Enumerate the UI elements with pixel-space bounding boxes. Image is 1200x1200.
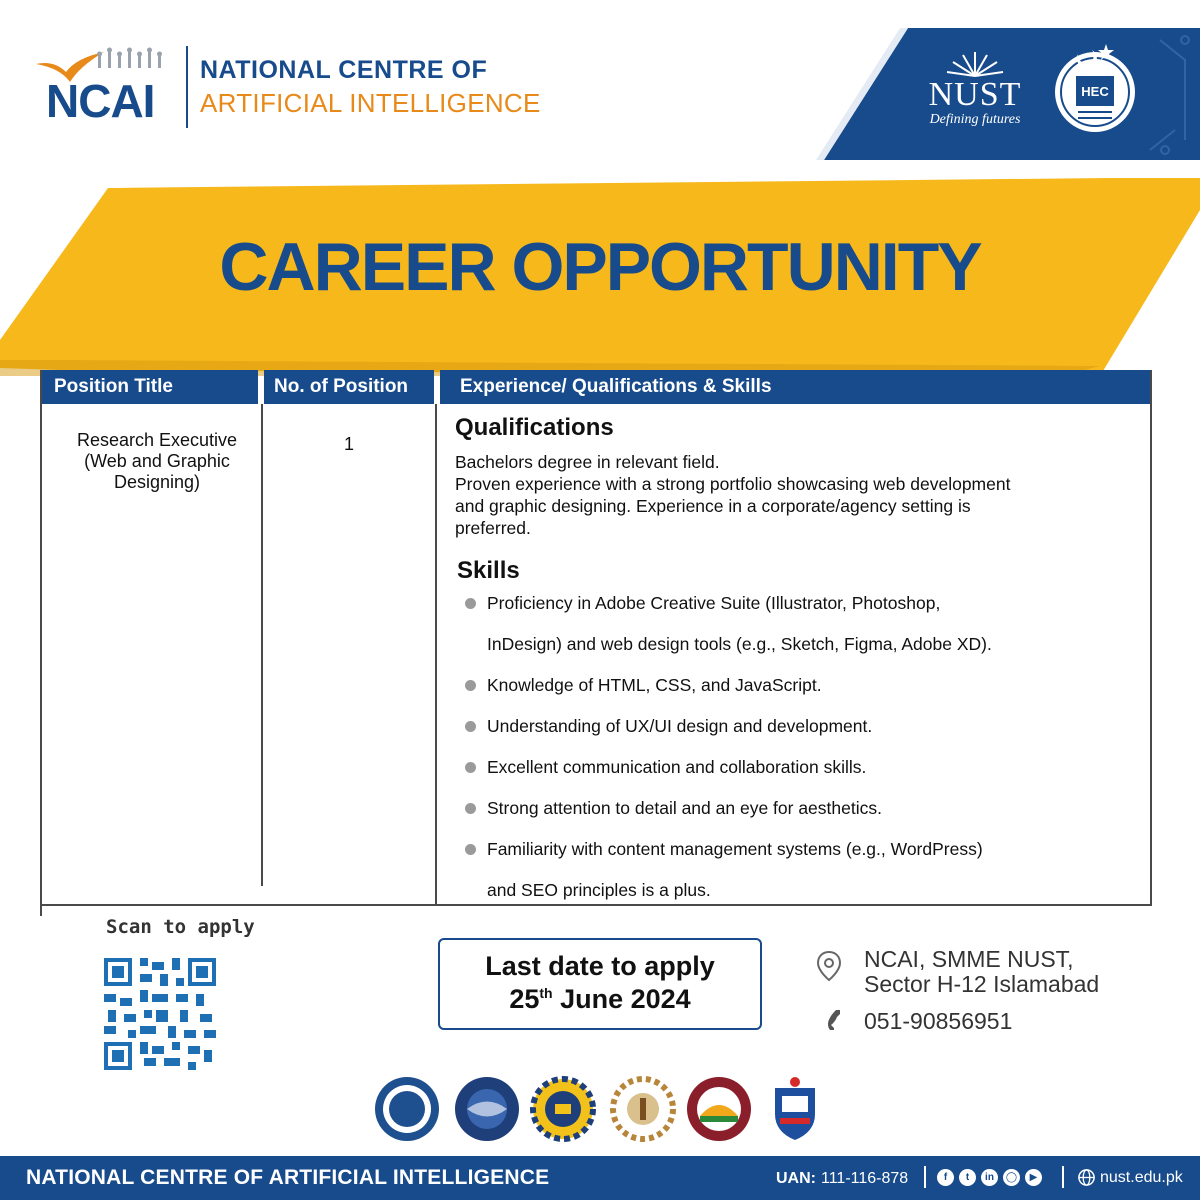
engineering-university-gear-logo-icon <box>528 1074 598 1144</box>
partner-university-seal-icon <box>372 1074 442 1144</box>
position-title-line: Designing) <box>113 472 201 492</box>
facebook-icon[interactable]: f <box>937 1169 954 1186</box>
skill-item <box>465 715 1145 739</box>
skill-item <box>465 797 1145 821</box>
instagram-icon[interactable]: ◯ <box>1003 1169 1020 1186</box>
skill-text: InDesign) and web design tools (e.g., Sketch, Figma, Adobe XD). <box>487 634 992 654</box>
footer-separator <box>1062 1166 1064 1188</box>
skill-text: and SEO principles is a plus. <box>487 880 711 900</box>
bullet-icon <box>465 680 476 691</box>
partner-engineering-university-logo-icon <box>684 1074 754 1144</box>
bullet-icon <box>465 598 476 609</box>
skill-item <box>465 756 1145 780</box>
skill-text: Knowledge of HTML, CSS, and JavaScript. <box>487 675 822 695</box>
org-name-line1: NATIONAL CENTRE OF <box>200 56 488 84</box>
bullet-icon <box>465 844 476 855</box>
deadline-month-year: June 2024 <box>560 984 691 1014</box>
qualifications-heading: Qualifications <box>455 414 614 441</box>
table-header-qualifications: Experience/ Qualifications & Skills <box>440 370 1150 404</box>
deadline-date <box>440 984 760 1015</box>
qualifications-line: Bachelors degree in relevant field. <box>455 452 720 472</box>
nust-wordmark: NUST <box>928 76 1022 113</box>
ncai-logo-text: NCAI <box>46 75 155 127</box>
skill-item <box>465 592 1145 616</box>
skill-text: Excellent communication and collaboration skills. <box>487 757 867 777</box>
footer-uan-number: 111-116-878 <box>821 1170 909 1187</box>
qualifications-text <box>455 451 1145 539</box>
position-title-cell <box>44 430 270 493</box>
deadline-day-suffix: th <box>539 985 553 1001</box>
skill-text: Strong attention to detail and an eye for aesthetics. <box>487 798 882 818</box>
bullet-icon <box>465 803 476 814</box>
page-title: CAREER OPPORTUNITY <box>219 229 981 305</box>
skill-item <box>465 674 1145 698</box>
table-border-bottom <box>40 904 1152 906</box>
nust-sunburst-icon <box>945 50 1005 78</box>
punjab-university-crest-icon <box>760 1074 830 1144</box>
hec-seal-icon <box>1048 40 1142 136</box>
linkedin-icon[interactable]: in <box>981 1169 998 1186</box>
scan-to-apply-label: Scan to apply <box>106 916 255 938</box>
youtube-icon[interactable]: ▶ <box>1025 1169 1042 1186</box>
skill-text: Familiarity with content management systems (e.g., WordPress) <box>487 839 983 859</box>
qr-code-icon[interactable] <box>104 958 216 1070</box>
bullet-icon <box>465 721 476 732</box>
table-header-position-title: Position Title <box>42 370 258 404</box>
deadline-day: 25 <box>509 984 540 1014</box>
org-name-line2: ARTIFICIAL INTELLIGENCE <box>200 88 541 118</box>
position-title-line: (Web and Graphic <box>84 451 230 471</box>
nust-tagline: Defining futures <box>929 112 1021 127</box>
phone-number: 051-90856951 <box>864 1008 1013 1034</box>
footer-website-link[interactable]: nust.edu.pk <box>1100 1169 1183 1186</box>
twitter-icon[interactable]: t <box>959 1169 976 1186</box>
hec-seal-text: HEC <box>1081 84 1109 99</box>
qualifications-line: preferred. <box>455 518 531 538</box>
qualifications-line: Proven experience with a strong portfolio showcasing web development <box>455 474 1011 494</box>
table-header-no-of-position: No. of Position <box>264 370 434 404</box>
footer-org-name: NATIONAL CENTRE OF ARTIFICIAL INTELLIGENCE <box>26 1166 550 1189</box>
table-border-left <box>40 370 42 916</box>
skill-text: Understanding of UX/UI design and development. <box>487 716 873 736</box>
position-title-line: Research Executive <box>76 430 238 450</box>
header-divider <box>186 46 188 128</box>
location-pin-icon <box>816 950 842 982</box>
table-border-right <box>1150 370 1152 906</box>
positions-count: 1 <box>343 434 354 454</box>
comsats-university-logo-icon <box>452 1074 522 1144</box>
footer-separator <box>924 1166 926 1188</box>
nust-logo <box>918 48 1032 128</box>
deadline-box <box>438 938 762 1030</box>
bullet-icon <box>465 762 476 773</box>
skill-item-continued <box>465 633 1145 657</box>
address-line1: NCAI, SMME NUST, <box>864 946 1074 972</box>
globe-icon <box>1077 1168 1096 1187</box>
table-divider-2 <box>435 404 437 904</box>
phone-icon <box>822 1008 844 1030</box>
deadline-label: Last date to apply <box>485 951 715 981</box>
qualifications-line: and graphic designing. Experience in a corporate/agency setting is <box>455 496 971 516</box>
partner-gear-logo-icon <box>608 1074 678 1144</box>
skill-item <box>465 838 1145 862</box>
skill-text: Proficiency in Adobe Creative Suite (Illustrator, Photoshop, <box>487 593 941 613</box>
skill-item-continued <box>465 879 1145 903</box>
skills-heading: Skills <box>457 557 520 584</box>
footer-uan-label: UAN: <box>776 1170 816 1187</box>
address-line2: Sector H-12 Islamabad <box>864 971 1100 997</box>
